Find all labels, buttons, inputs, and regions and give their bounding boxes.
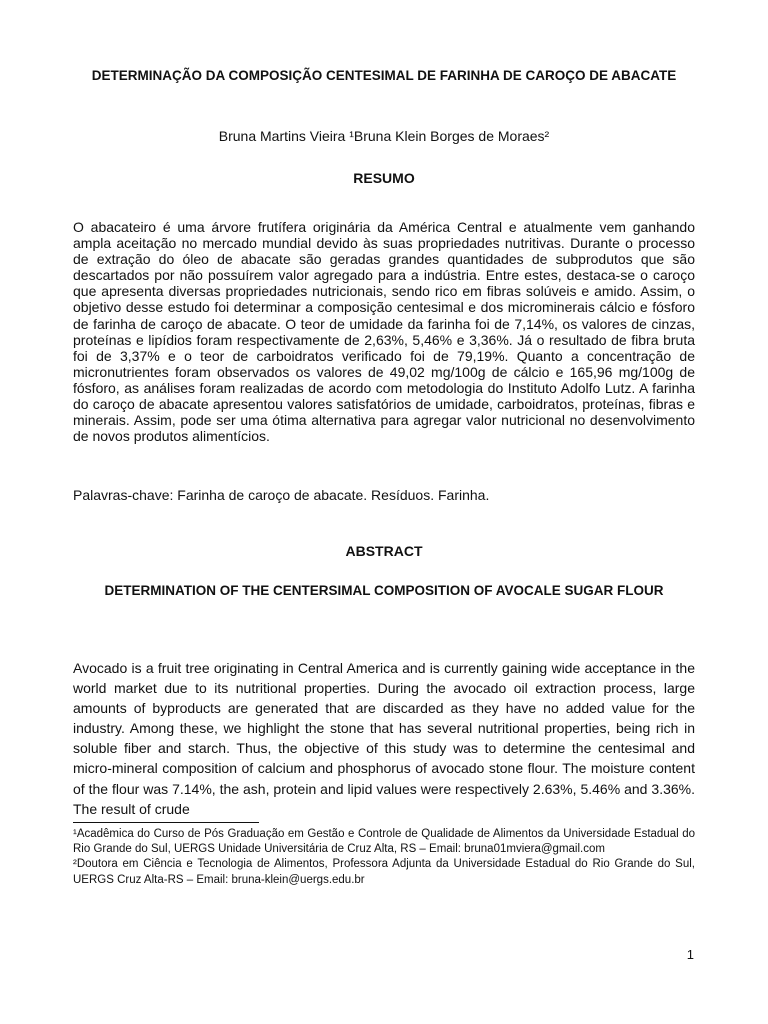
- page-number: 1: [686, 947, 694, 962]
- abstract-paragraph: Avocado is a fruit tree originating in Central America and is currently gaining wide acceptance in the world market due to its nutritional properties. During the avocado oil extraction process, large amounts of byproducts are generated that are discarded as they have no added value for the industry. Among these, we highlight the stone that has several nutritional properties, being rich in soluble fiber and starch. Thus, the objective of this study was to determine the centesimal and micro-mineral composition of calcium and phosphorus of avocado stone flour. The moisture content of the flour was 7.14%, the ash, protein and lipid values were respectively 2.63%, 5.46% and 3.36%. The result of crude: [73, 660, 695, 817]
- footnotes: [73, 827, 695, 888]
- footnote-1: ¹Acadêmica do Curso de Pós Graduação em Gestão e Controle de Qualidade de Alimentos da Universidade Estadual do Rio Grande do Sul, UERGS Unidade Universitária de Cruz Alta, RS – Email: bruna01mviera@gmail.com: [73, 828, 695, 856]
- keywords-line: Palavras-chave: Farinha de caroço de abacate. Resíduos. Farinha.: [73, 487, 490, 503]
- footnote-divider: [73, 822, 259, 823]
- resumo-paragraph: O abacateiro é uma árvore frutífera originária da América Central e atualmente vem ganhando ampla aceitação no mercado mundial devido às suas propriedades nutritivas. Durante o processo de extração do óleo de abacate são geradas grandes quantidades de subprodutos que são descartados por não possuírem valor agregado para a indústria. Entre estes, destaca-se o caroço que apresenta diversas propriedades nutricionais, sendo rico em fibras solúveis e amido. Assim, o objetivo desse estudo foi determinar a composição centesimal e dos microminerais cálcio e fósforo de farinha de caroço de abacate. O teor de umidade da farinha foi de 7,14%, os valores de cinzas, proteínas e lipídios foram respectivamente de 2,63%, 5,46% e 3,36%. Já o resultado de fibra bruta foi de 3,37% e o teor de carboidratos verificado foi de 79,19%. Quanto a concentração de micronutrientes foram observados os valores de 49,02 mg/100g de cálcio e 165,96 mg/100g de fósforo, as análises foram realizadas de acordo com metodologia do Instituto Adolfo Lutz. A farinha do caroço de abacate apresentou valores satisfatórios de umidade, carboidratos, proteínas, fibras e minerais. Assim, pode ser uma ótima alternativa para agregar valor nutricional no desenvolvimento de novos produtos alimentícios.: [73, 219, 695, 445]
- resumo-heading: RESUMO: [353, 170, 415, 186]
- author-line: Bruna Martins Vieira ¹Bruna Klein Borges de Moraes²: [218, 128, 550, 144]
- footnote-2: ²Doutora em Ciência e Tecnologia de Alimentos, Professora Adjunta da Universidade Estadual do Rio Grande do Sul, UERGS Cruz Alta-RS – Email: bruna-klein@uergs.edu.br: [73, 858, 695, 886]
- paper-title-portuguese: DETERMINAÇÃO DA COMPOSIÇÃO CENTESIMAL DE FARINHA DE CAROÇO DE ABACATE: [91, 68, 677, 83]
- paper-title-english: DETERMINATION OF THE CENTERSIMAL COMPOSITION OF AVOCALE SUGAR FLOUR: [104, 583, 664, 598]
- abstract-heading: ABSTRACT: [345, 543, 423, 559]
